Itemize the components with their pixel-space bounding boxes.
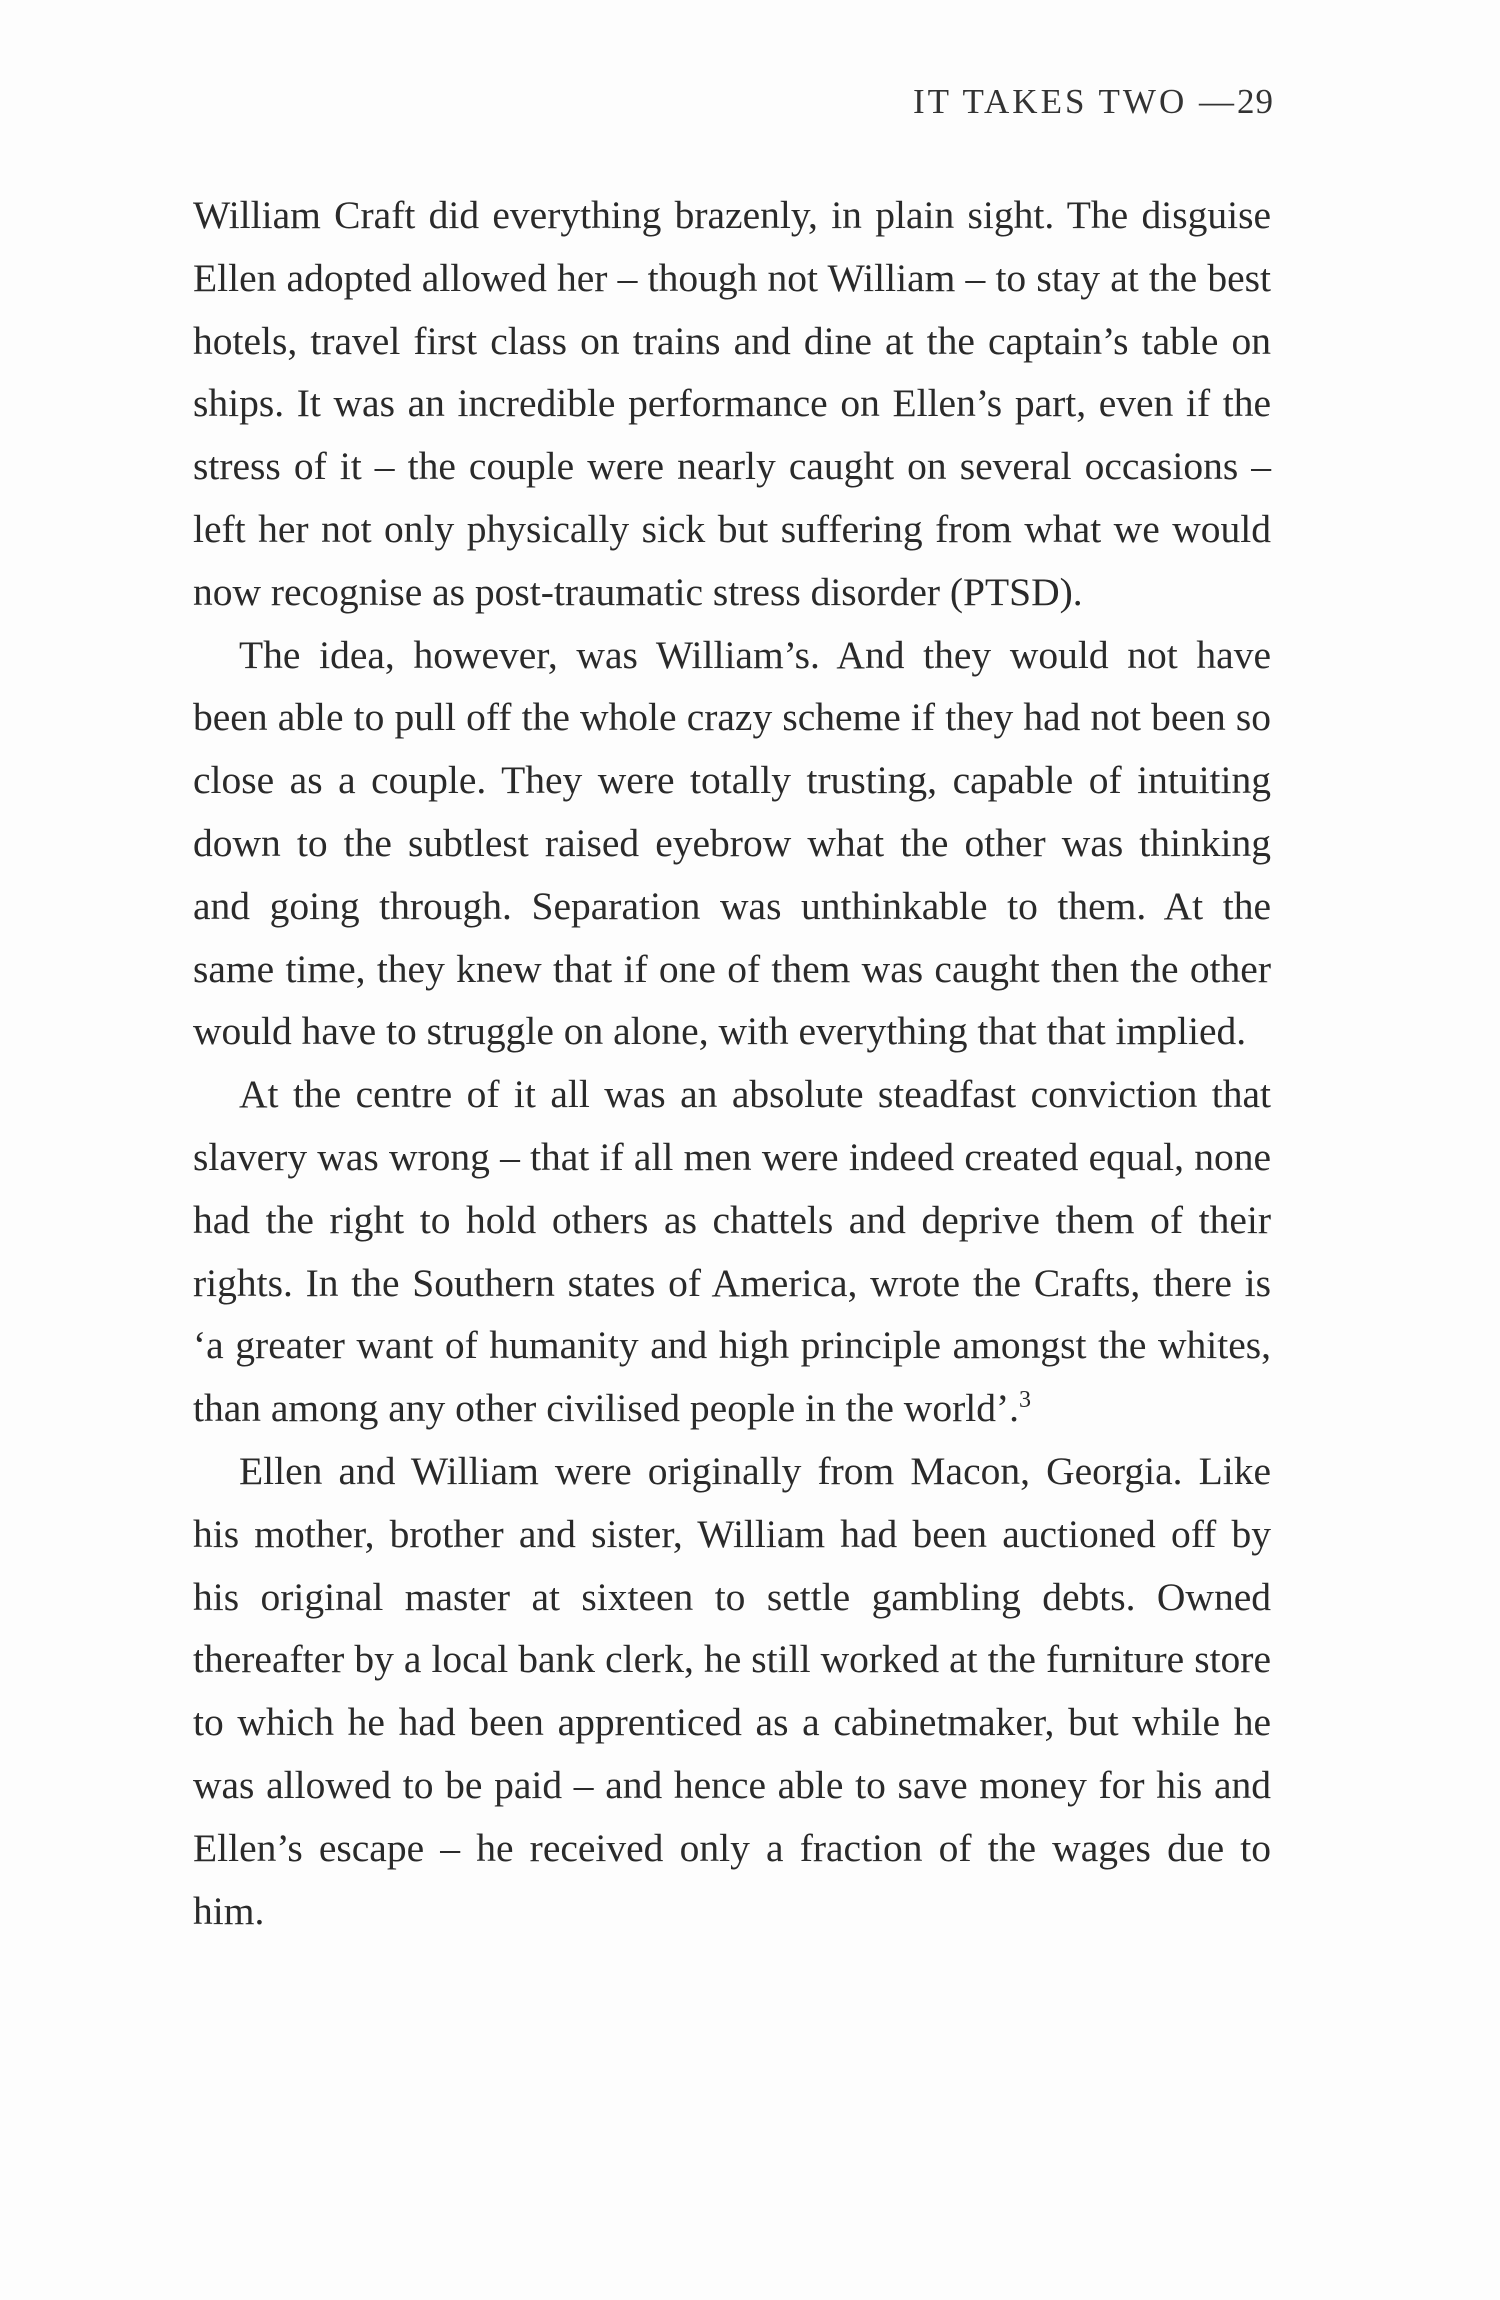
running-title: IT TAKES TWO — [912, 82, 1188, 121]
footnote-mark: 3 — [1019, 1386, 1031, 1413]
paragraph-3-text: At the centre of it all was an absolute steadfast conviction that slavery was wrong – that if all men were indeed created equal, none had the right to hold others as chattels and deprive them of their rights. In the Southern states of America, wrote the Crafts, there is ‘a greater want of humanity and high principle amongst the whites, than among any other civilised people in the world’. — [193, 1072, 1271, 1431]
running-head — [913, 82, 1274, 122]
header-separator: — — [1199, 82, 1237, 121]
page-number: 29 — [1237, 82, 1274, 121]
paragraph-2: The idea, however, was William’s. And they would not have been able to pull off the whole crazy scheme if they had not been so close as a couple. They were totally trusting, capable of intuiting down to the subtlest raised eyebrow what the other was thinking and going through. Separation was unthinkable to them. At the same time, they knew that if one of them was caught then the other would have to struggle on alone, with everything that that implied. — [193, 632, 1271, 1054]
body-text — [193, 184, 1271, 1942]
paragraph-4: Ellen and William were originally from Macon, Georgia. Like his mother, brother and sister, William had been auctioned off by his original master at sixteen to settle gambling debts. Owned thereafter by a local bank clerk, he still worked at the furniture store to which he had been apprenticed as a cabinetmaker, but while he was allowed to be paid – and hence able to save money for his and Ellen’s escape – he received only a fraction of the wages due to him. — [193, 1448, 1271, 1933]
paragraph-1: William Craft did everything brazenly, in plain sight. The disguise Ellen adopted allowed her – though not William – to stay at the best hotels, travel first class on trains and dine at the captain’s table on ships. It was an incredible performance on Ellen’s part, even if the stress of it – the couple were nearly caught on several occasions – left her not only physically sick but suffering from what we would now recognise as post-traumatic stress disorder (PTSD). — [193, 193, 1271, 614]
paragraph-3 — [193, 1063, 1271, 1440]
